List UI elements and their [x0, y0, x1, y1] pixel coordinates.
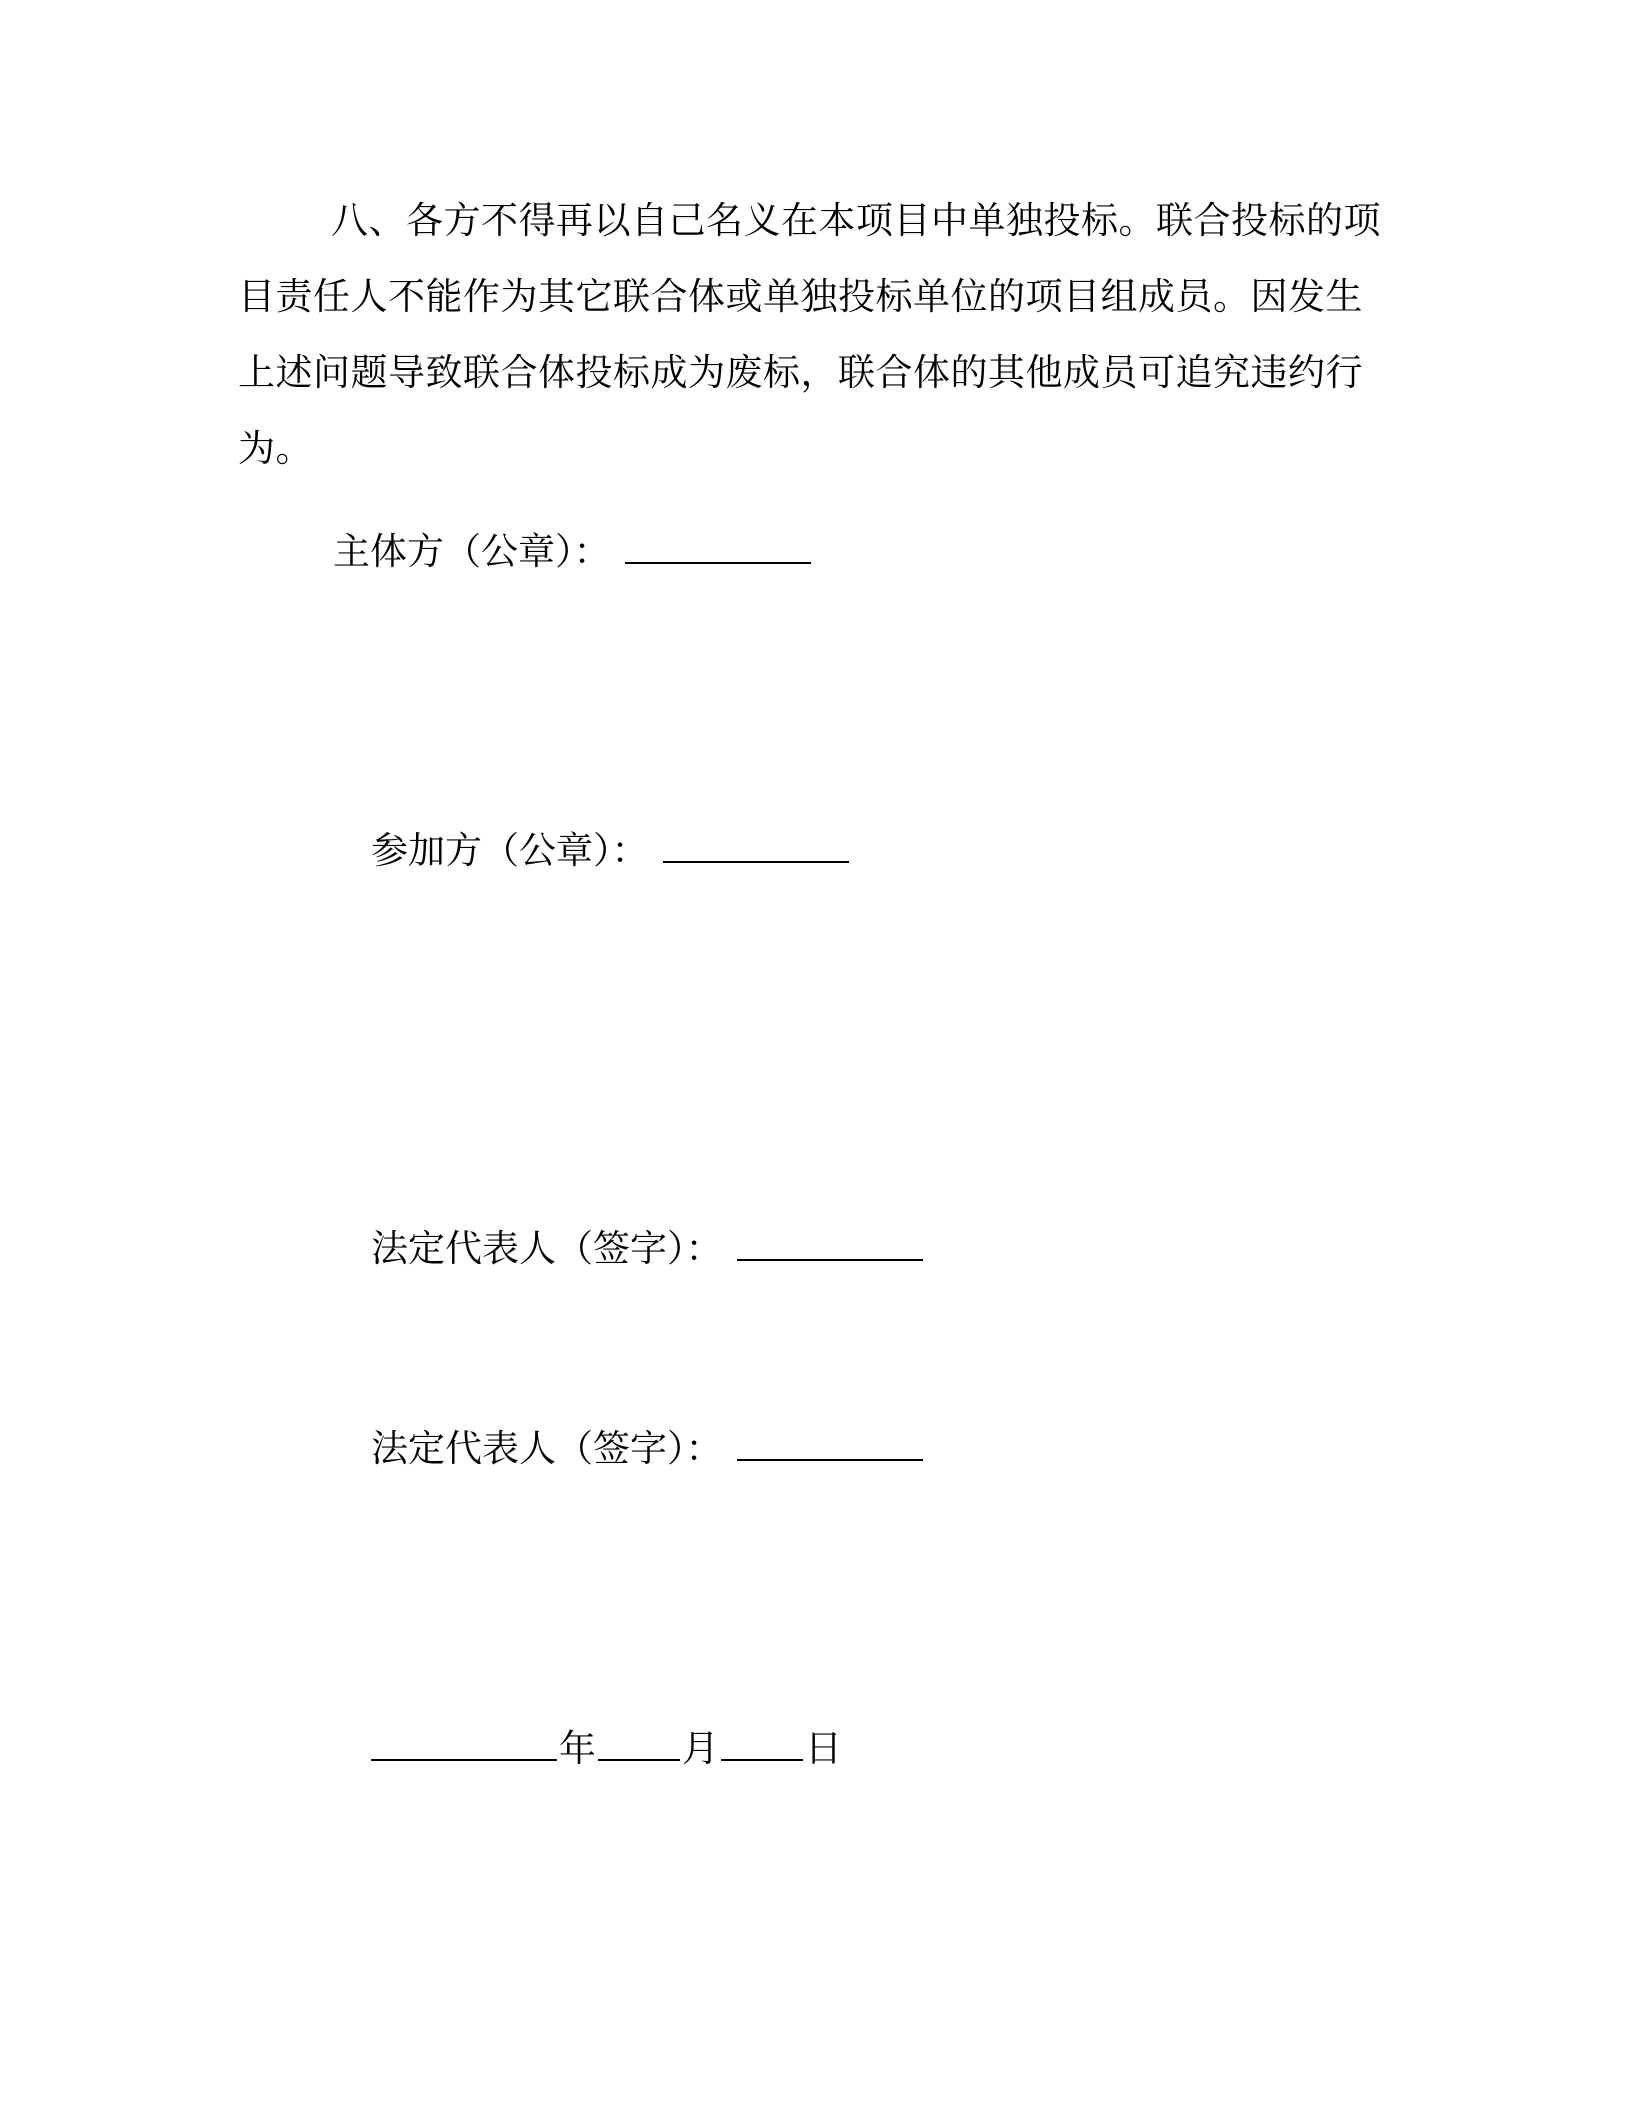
day-blank[interactable]	[721, 1758, 803, 1761]
participant-party-label: 参加方（公章）：	[371, 829, 649, 872]
legal-rep-signature-blank-2[interactable]	[737, 1458, 923, 1461]
legal-rep-signature-line-1	[371, 1224, 923, 1274]
main-party-seal-blank[interactable]	[625, 561, 811, 564]
legal-rep-signature-blank-1[interactable]	[737, 1258, 923, 1261]
year-blank[interactable]	[371, 1758, 557, 1761]
day-label: 日	[805, 1727, 842, 1770]
legal-rep-signature-line-2	[371, 1424, 923, 1474]
date-line	[371, 1724, 842, 1774]
main-party-signature-line	[333, 527, 811, 577]
year-label: 年	[559, 1727, 596, 1770]
main-party-label: 主体方（公章）：	[333, 530, 611, 573]
participant-party-signature-line	[371, 826, 849, 876]
legal-rep-label-1: 法定代表人（签字）：	[371, 1227, 723, 1270]
clause-8-paragraph: 八、各方不得再以自己名义在本项目中单独投标。联合投标的项目责任人不能作为其它联合体或单独投标单位的项目组成员。因发生上述问题导致联合体投标成为废标，联合体的其他成员可追究违约行为。	[238, 199, 1381, 470]
month-label: 月	[682, 1727, 719, 1770]
month-blank[interactable]	[598, 1758, 680, 1761]
legal-rep-label-2: 法定代表人（签字）：	[371, 1427, 723, 1470]
participant-party-seal-blank[interactable]	[663, 860, 849, 863]
